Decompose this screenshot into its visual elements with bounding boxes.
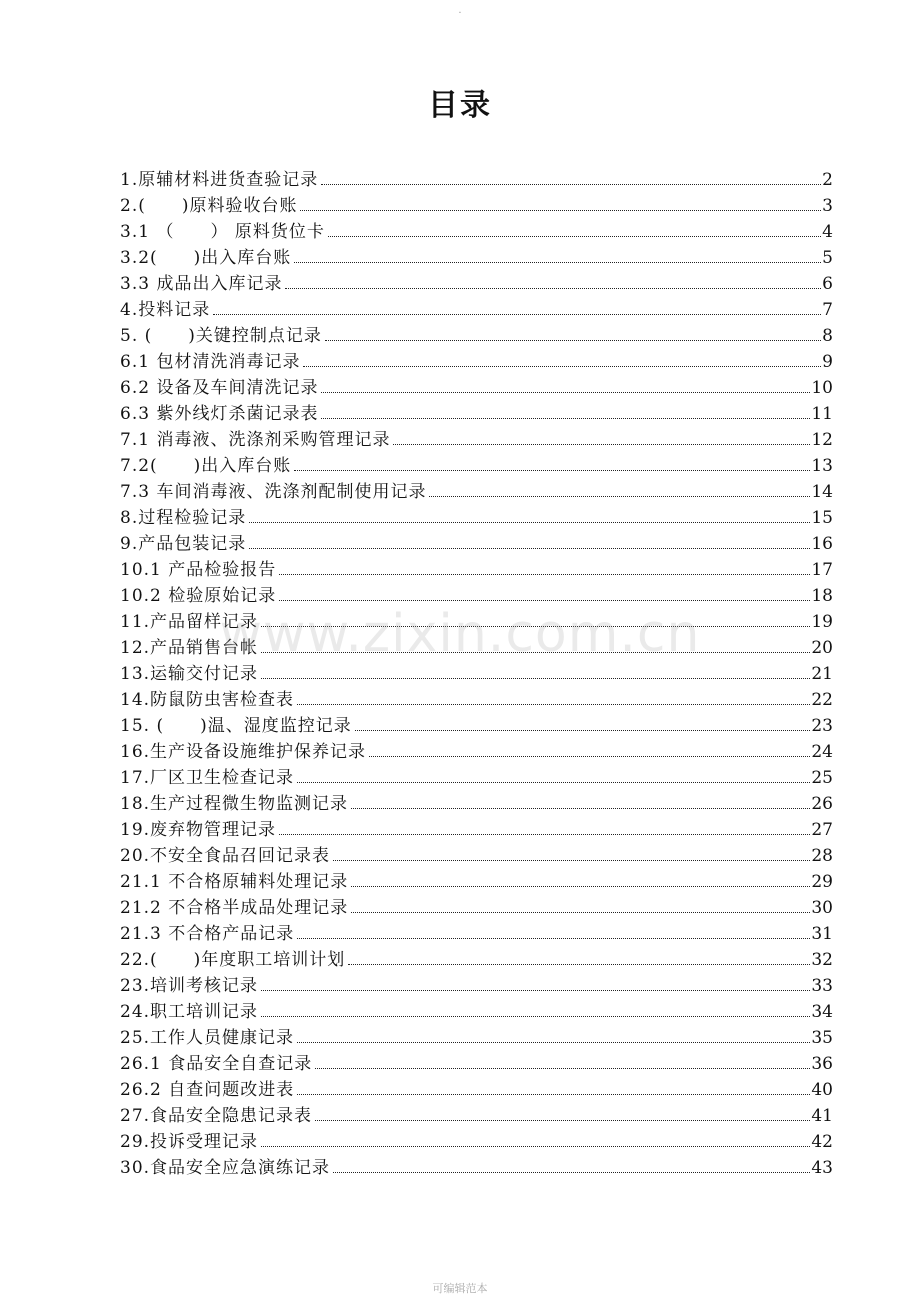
- toc-entry-title: 21.1 不合格原辅料处理记录: [120, 872, 349, 892]
- toc-entry-page-number: 42: [811, 1132, 833, 1152]
- toc-entry-page-number: 35: [811, 1028, 833, 1048]
- toc-entry-page-number: 41: [811, 1106, 833, 1126]
- toc-entry-page-number: 18: [811, 586, 833, 606]
- toc-entry[interactable]: [120, 1155, 833, 1181]
- toc-entry[interactable]: [120, 531, 833, 557]
- toc-dot-leader: [351, 886, 810, 887]
- toc-dot-leader: [294, 470, 810, 471]
- toc-entry[interactable]: [120, 167, 833, 193]
- toc-entry[interactable]: [120, 583, 833, 609]
- toc-dot-leader: [393, 444, 810, 445]
- toc-entry-page-number: 20: [811, 638, 833, 658]
- toc-entry-title: 6.2 设备及车间清洗记录: [120, 378, 319, 398]
- toc-entry[interactable]: [120, 765, 833, 791]
- toc-dot-leader: [279, 600, 810, 601]
- toc-entry-page-number: 21: [811, 664, 833, 684]
- toc-entry[interactable]: [120, 1129, 833, 1155]
- toc-entry-title: 14.防鼠防虫害检查表: [120, 690, 295, 710]
- toc-entry-page-number: 6: [822, 274, 833, 294]
- toc-entry[interactable]: [120, 843, 833, 869]
- toc-entry-title: 9.产品包装记录: [120, 534, 247, 554]
- toc-dot-leader: [351, 912, 810, 913]
- header-mark: .: [458, 5, 462, 16]
- toc-dot-leader: [297, 938, 810, 939]
- toc-entry[interactable]: [120, 557, 833, 583]
- toc-entry[interactable]: [120, 713, 833, 739]
- toc-dot-leader: [297, 704, 810, 705]
- toc-entry-page-number: 14: [811, 482, 833, 502]
- toc-dot-leader: [261, 1146, 810, 1147]
- toc-entry-page-number: 36: [811, 1054, 833, 1074]
- toc-dot-leader: [297, 1094, 810, 1095]
- toc-entry-title: 17.厂区卫生检查记录: [120, 768, 295, 788]
- toc-entry-title: 3.1 （ ） 原料货位卡: [120, 222, 325, 242]
- toc-dot-leader: [297, 1042, 810, 1043]
- toc-entry[interactable]: [120, 817, 833, 843]
- toc-entry[interactable]: [120, 947, 833, 973]
- toc-entry[interactable]: [120, 609, 833, 635]
- toc-entry-page-number: 24: [811, 742, 833, 762]
- toc-dot-leader: [333, 1172, 810, 1173]
- toc-entry-title: 1.原辅材料进货查验记录: [120, 170, 319, 190]
- toc-entry-page-number: 23: [811, 716, 833, 736]
- toc-entry[interactable]: [120, 219, 833, 245]
- toc-entry-title: 27.食品安全隐患记录表: [120, 1106, 313, 1126]
- toc-entry[interactable]: [120, 505, 833, 531]
- toc-entry-page-number: 34: [811, 1002, 833, 1022]
- toc-dot-leader: [321, 418, 810, 419]
- toc-entry-title: 7.3 车间消毒液、洗涤剂配制使用记录: [120, 482, 427, 502]
- toc-entry[interactable]: [120, 1103, 833, 1129]
- toc-entry[interactable]: [120, 375, 833, 401]
- toc-dot-leader: [429, 496, 810, 497]
- toc-dot-leader: [325, 340, 821, 341]
- toc-entry-page-number: 26: [811, 794, 833, 814]
- toc-entry[interactable]: [120, 453, 833, 479]
- toc-entry[interactable]: [120, 739, 833, 765]
- toc-dot-leader: [348, 964, 810, 965]
- toc-entry-page-number: 27: [811, 820, 833, 840]
- toc-entry[interactable]: [120, 297, 833, 323]
- toc-entry-page-number: 17: [811, 560, 833, 580]
- toc-entry-page-number: 33: [811, 976, 833, 996]
- toc-entry[interactable]: [120, 401, 833, 427]
- toc-entry-page-number: 8: [822, 326, 833, 346]
- toc-entry-page-number: 12: [811, 430, 833, 450]
- toc-dot-leader: [261, 652, 810, 653]
- toc-dot-leader: [279, 834, 810, 835]
- page-footer: 可编辑范本: [432, 1282, 488, 1295]
- toc-entry[interactable]: [120, 791, 833, 817]
- toc-entry-page-number: 22: [811, 690, 833, 710]
- toc-entry-page-number: 19: [811, 612, 833, 632]
- toc-entry[interactable]: [120, 193, 833, 219]
- toc-dot-leader: [249, 522, 810, 523]
- toc-entry-title: 22.( )年度职工培训计划: [120, 950, 346, 970]
- toc-entry-title: 21.2 不合格半成品处理记录: [120, 898, 349, 918]
- toc-dot-leader: [261, 990, 810, 991]
- toc-entry[interactable]: [120, 661, 833, 687]
- watermark: www.zixin.com.cn: [219, 604, 701, 664]
- toc-entry-title: 8.过程检验记录: [120, 508, 247, 528]
- toc-entry[interactable]: [120, 349, 833, 375]
- toc-entry[interactable]: [120, 271, 833, 297]
- toc-entry-page-number: 5: [822, 248, 833, 268]
- toc-entry-page-number: 11: [811, 404, 833, 424]
- toc-dot-leader: [351, 808, 810, 809]
- toc-dot-leader: [321, 184, 821, 185]
- toc-entry-title: 26.1 食品安全自查记录: [120, 1054, 313, 1074]
- toc-entry-page-number: 7: [822, 300, 833, 320]
- toc-entry[interactable]: [120, 921, 833, 947]
- toc-entry-title: 3.2( )出入库台账: [120, 248, 292, 268]
- toc-entry-page-number: 31: [811, 924, 833, 944]
- toc-entry-title: 5. ( )关键控制点记录: [120, 326, 322, 346]
- toc-entry-title: 7.1 消毒液、洗涤剂采购管理记录: [120, 430, 391, 450]
- toc-entry-page-number: 30: [811, 898, 833, 918]
- toc-entry-page-number: 10: [811, 378, 833, 398]
- toc-entry-page-number: 3: [822, 196, 833, 216]
- toc-entry-title: 29.投诉受理记录: [120, 1132, 259, 1152]
- toc-entry-page-number: 40: [811, 1080, 833, 1100]
- toc-dot-leader: [321, 392, 810, 393]
- toc-entry-title: 18.生产过程微生物监测记录: [120, 794, 349, 814]
- toc-entry-title: 3.3 成品出入库记录: [120, 274, 283, 294]
- toc-entry-title: 13.运输交付记录: [120, 664, 259, 684]
- toc-entry[interactable]: [120, 999, 833, 1025]
- toc-entry-page-number: 13: [811, 456, 833, 476]
- toc-dot-leader: [261, 678, 810, 679]
- toc-entry[interactable]: [120, 895, 833, 921]
- toc-entry-page-number: 2: [822, 170, 833, 190]
- toc-entry[interactable]: [120, 973, 833, 999]
- toc-entry[interactable]: [120, 869, 833, 895]
- toc-entry[interactable]: [120, 245, 833, 271]
- toc-entry-title: 10.2 检验原始记录: [120, 586, 277, 606]
- toc-entry-title: 6.1 包材清洗消毒记录: [120, 352, 301, 372]
- page-title: 目录: [428, 88, 492, 123]
- table-of-contents: [120, 167, 833, 1181]
- toc-entry-page-number: 9: [822, 352, 833, 372]
- toc-entry-title: 16.生产设备设施维护保养记录: [120, 742, 367, 762]
- toc-dot-leader: [285, 288, 821, 289]
- toc-entry[interactable]: [120, 479, 833, 505]
- toc-dot-leader: [328, 236, 821, 237]
- toc-entry-title: 10.1 产品检验报告: [120, 560, 277, 580]
- toc-dot-leader: [303, 366, 821, 367]
- toc-entry-title: 24.职工培训记录: [120, 1002, 259, 1022]
- toc-entry-page-number: 25: [811, 768, 833, 788]
- toc-entry-title: 2.( )原料验收台账: [120, 196, 298, 216]
- toc-entry-title: 21.3 不合格产品记录: [120, 924, 295, 944]
- toc-entry-title: 6.3 紫外线灯杀菌记录表: [120, 404, 319, 424]
- toc-entry-page-number: 29: [811, 872, 833, 892]
- toc-dot-leader: [315, 1120, 810, 1121]
- toc-entry-page-number: 16: [811, 534, 833, 554]
- toc-dot-leader: [294, 262, 821, 263]
- toc-dot-leader: [300, 210, 821, 211]
- toc-dot-leader: [297, 782, 810, 783]
- toc-entry-title: 4.投料记录: [120, 300, 211, 320]
- toc-dot-leader: [315, 1068, 810, 1069]
- toc-entry[interactable]: [120, 1025, 833, 1051]
- toc-entry[interactable]: [120, 1077, 833, 1103]
- toc-dot-leader: [369, 756, 810, 757]
- toc-entry[interactable]: [120, 635, 833, 661]
- toc-entry-title: 11.产品留样记录: [120, 612, 259, 632]
- toc-entry[interactable]: [120, 687, 833, 713]
- toc-entry-title: 23.培训考核记录: [120, 976, 259, 996]
- toc-entry-page-number: 32: [811, 950, 833, 970]
- toc-entry-page-number: 28: [811, 846, 833, 866]
- toc-entry-title: 12.产品销售台帐: [120, 638, 259, 658]
- toc-entry[interactable]: [120, 1051, 833, 1077]
- toc-entry-page-number: 43: [811, 1158, 833, 1178]
- toc-entry[interactable]: [120, 323, 833, 349]
- toc-dot-leader: [261, 1016, 810, 1017]
- toc-dot-leader: [249, 548, 810, 549]
- toc-entry-title: 20.不安全食品召回记录表: [120, 846, 331, 866]
- toc-entry[interactable]: [120, 427, 833, 453]
- toc-dot-leader: [333, 860, 810, 861]
- toc-entry-page-number: 15: [811, 508, 833, 528]
- toc-dot-leader: [213, 314, 821, 315]
- toc-dot-leader: [279, 574, 810, 575]
- toc-entry-title: 7.2( )出入库台账: [120, 456, 292, 476]
- toc-dot-leader: [355, 730, 811, 731]
- toc-entry-title: 26.2 自查问题改进表: [120, 1080, 295, 1100]
- toc-entry-title: 15. ( )温、湿度监控记录: [120, 716, 352, 736]
- toc-entry-title: 19.废弃物管理记录: [120, 820, 277, 840]
- toc-entry-title: 25.工作人员健康记录: [120, 1028, 295, 1048]
- toc-entry-page-number: 4: [822, 222, 833, 242]
- toc-entry-title: 30.食品安全应急演练记录: [120, 1158, 331, 1178]
- toc-dot-leader: [261, 626, 810, 627]
